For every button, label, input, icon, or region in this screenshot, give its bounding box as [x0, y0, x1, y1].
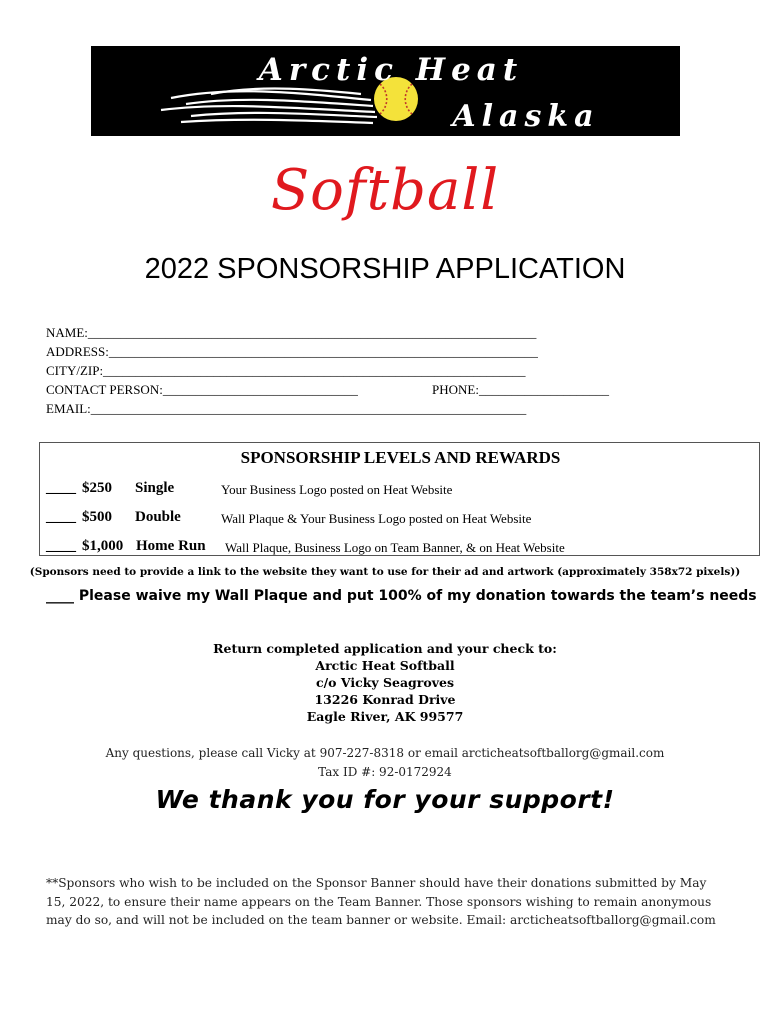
- waive-plaque-option[interactable]: ____ Please waive my Wall Plaque and put 100% of my donation towards the team’s needs: [46, 588, 757, 604]
- contact-info: Any questions, please call Vicky at 907-227-8318 or email arcticheatsoftballorg@gmail.com: [105, 746, 665, 760]
- page-title: Softball: [270, 158, 500, 223]
- sponsor-banner-footnote: **Sponsors who wish to be included on the Sponsor Banner should have their donations submitted by May 15, 2022, to ensure their name appears on the Team Banner. Those sponsors wishing to remain anonymous may do so, and will not be included on the team banner or website. Email: arcticheatsoftballorg@gmail.com: [46, 876, 716, 927]
- logo-banner: [91, 46, 680, 136]
- level-homerun-checkbox[interactable]: ____: [46, 538, 76, 554]
- thank-you-message: We thank you for your support!: [155, 785, 615, 814]
- level-single-checkbox[interactable]: ____: [46, 480, 76, 496]
- address-field[interactable]: ADDRESS:__________________________________________________________________: [46, 344, 538, 359]
- level-double-checkbox[interactable]: ____: [46, 509, 76, 525]
- name-field[interactable]: NAME:_____________________________________________________________________: [46, 325, 537, 340]
- flame-icon: [161, 89, 377, 123]
- level-double-amount: $500: [82, 509, 112, 525]
- return-attention: c/o Vicky Seagroves: [316, 675, 454, 690]
- level-homerun-name: Home Run: [136, 538, 206, 554]
- sponsorship-levels-table: [39, 442, 760, 556]
- contact-person-field[interactable]: CONTACT PERSON:______________________________: [46, 382, 358, 397]
- tax-id: Tax ID #: 92-0172924: [318, 765, 452, 779]
- level-homerun-reward: Wall Plaque, Business Logo on Team Banner, & on Heat Website: [225, 540, 565, 555]
- phone-field[interactable]: PHONE:____________________: [432, 382, 609, 397]
- level-single-reward: Your Business Logo posted on Heat Website: [221, 482, 453, 497]
- logo-line2: Alaska: [452, 99, 600, 134]
- return-city: Eagle River, AK 99577: [306, 709, 464, 724]
- email-field[interactable]: EMAIL:___________________________________________________________________: [46, 401, 527, 416]
- levels-heading: SPONSORSHIP LEVELS AND REWARDS: [240, 448, 561, 467]
- logo-graphic: [91, 46, 680, 136]
- logo-line1: Arctic Heat: [258, 52, 524, 88]
- return-instructions: Return completed application and your check to:: [213, 641, 557, 656]
- artwork-note: (Sponsors need to provide a link to the website they want to use for their ad and artwork (approximately 358x72 pixels)): [29, 566, 741, 578]
- application-title: 2022 SPONSORSHIP APPLICATION: [144, 253, 626, 285]
- level-single-name: Single: [135, 480, 175, 496]
- level-double-name: Double: [135, 509, 181, 525]
- level-double-reward: Wall Plaque & Your Business Logo posted on Heat Website: [221, 511, 532, 526]
- return-street: 13226 Konrad Drive: [314, 692, 456, 707]
- return-org: Arctic Heat Softball: [315, 658, 455, 673]
- city-zip-field[interactable]: CITY/ZIP:_________________________________________________________________: [46, 363, 526, 378]
- level-homerun-amount: $1,000: [82, 538, 124, 554]
- level-single-amount: $250: [82, 480, 112, 496]
